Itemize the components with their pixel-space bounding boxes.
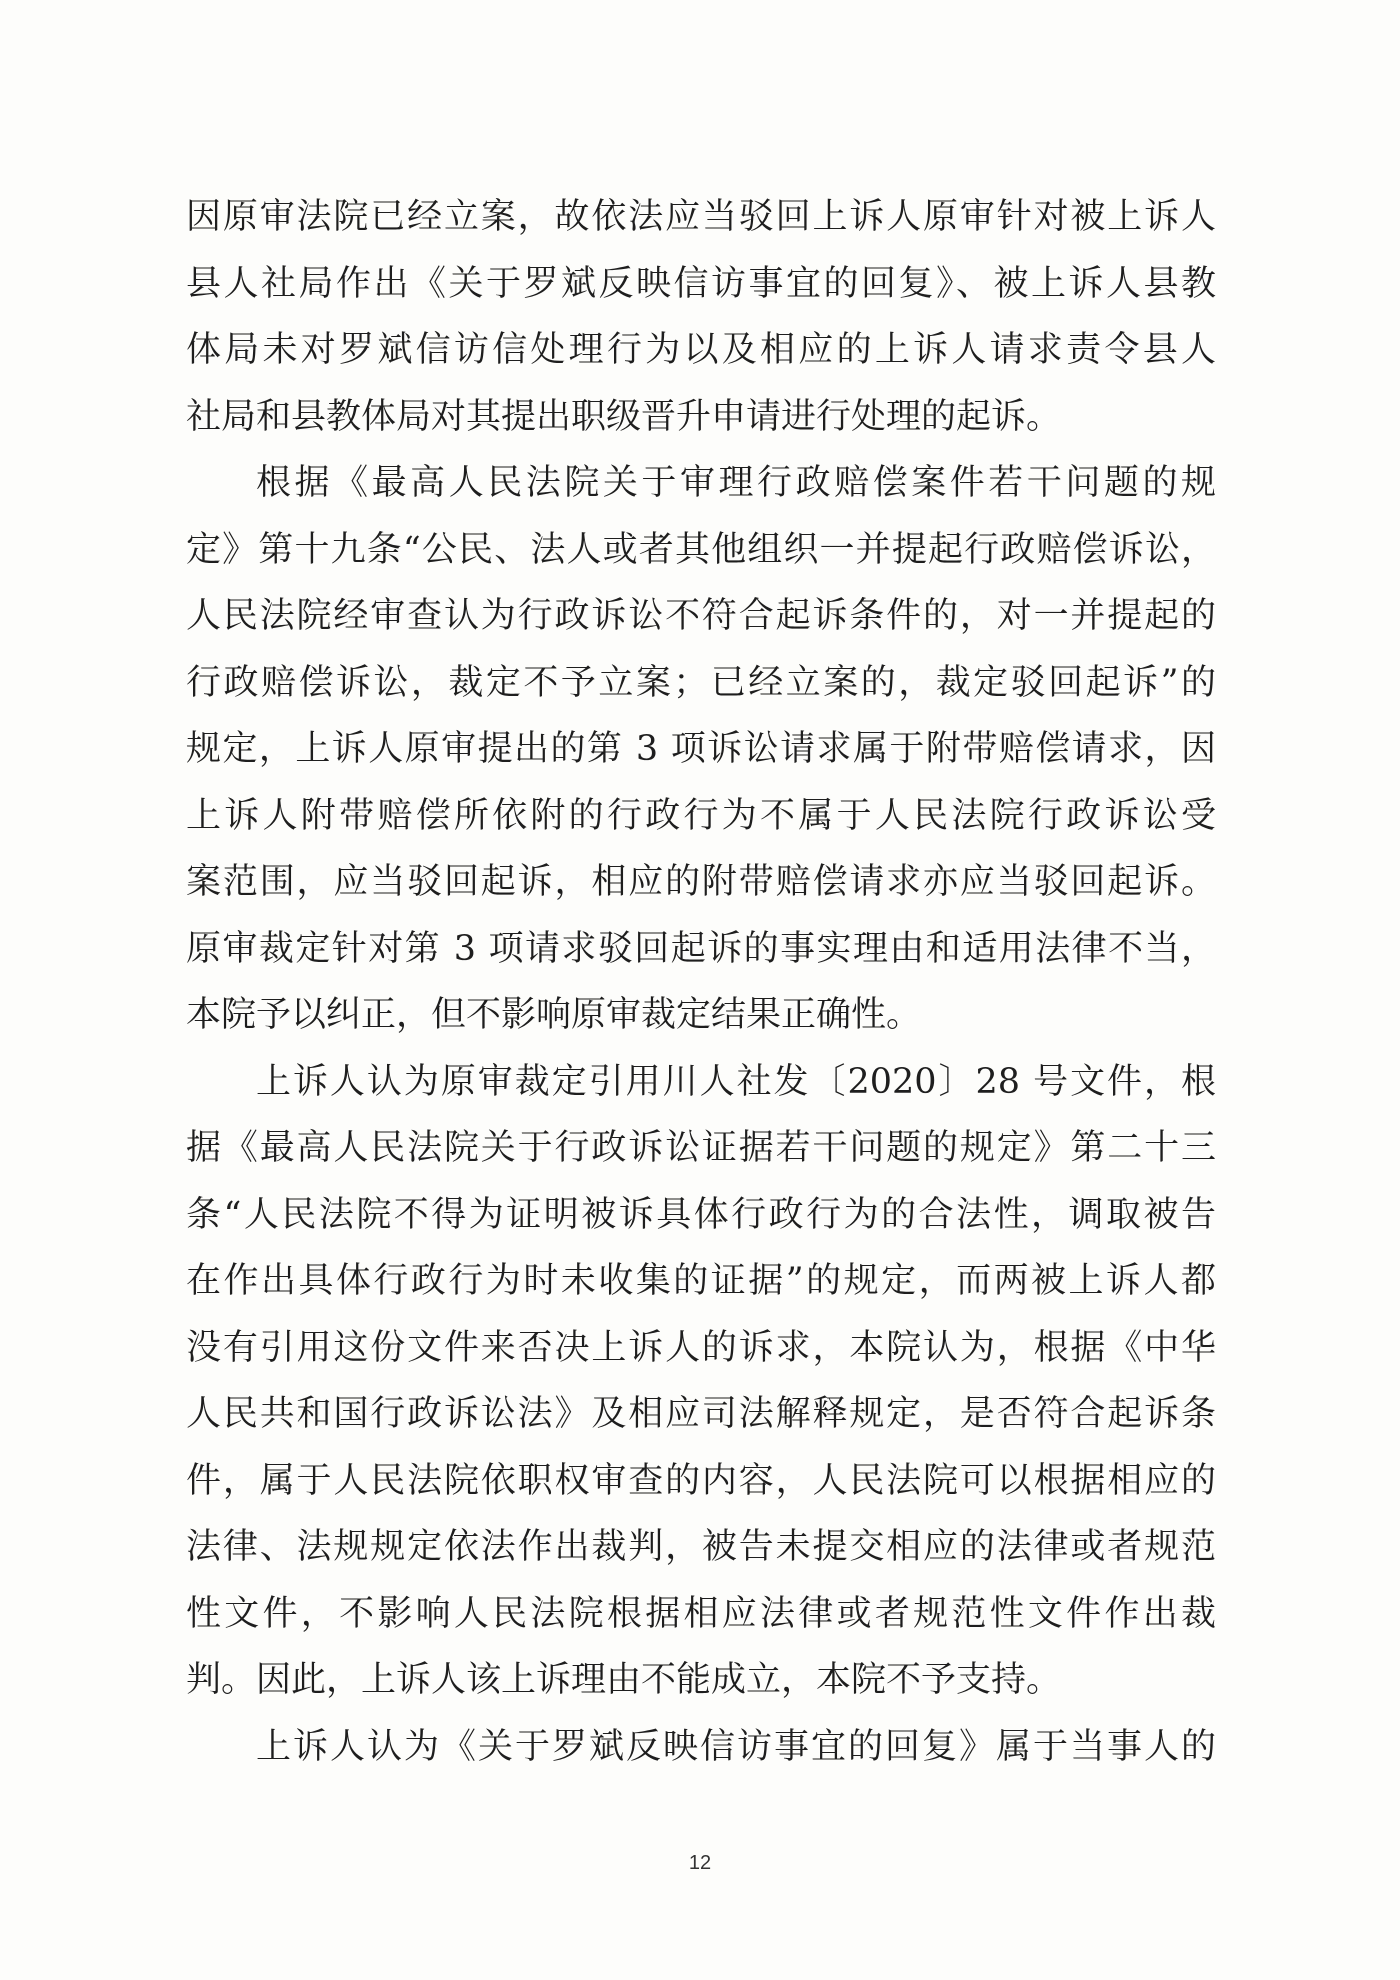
- text-line: 人民共和国行政诉讼法》及相应司法解释规定，是否符合起诉条: [186, 1394, 1216, 1434]
- text-line: 人民法院经审查认为行政诉讼不符合起诉条件的，对一并提起的: [186, 596, 1216, 636]
- text-line: 据《最高人民法院关于行政诉讼证据若干问题的规定》第二十三: [186, 1128, 1216, 1168]
- text-line: 规定，上诉人原审提出的第 3 项诉讼请求属于附带赔偿请求，因: [186, 729, 1216, 769]
- text-line: 因原审法院已经立案，故依法应当驳回上诉人原审针对被上诉人: [186, 197, 1216, 237]
- document-body: [186, 184, 1216, 1780]
- text-line: 体局未对罗斌信访信处理行为以及相应的上诉人请求责令县人: [186, 330, 1216, 370]
- text-line: 原审裁定针对第 3 项请求驳回起诉的事实理由和适用法律不当，: [186, 928, 1216, 969]
- text-line: 行政赔偿诉讼，裁定不予立案；已经立案的，裁定驳回起诉”的: [186, 662, 1216, 703]
- text-line: 件，属于人民法院依职权审查的内容，人民法院可以根据相应的: [186, 1460, 1216, 1501]
- text-line: 县人社局作出《关于罗斌反映信访事宜的回复》、被上诉人县教: [186, 263, 1216, 304]
- text-line: 性文件，不影响人民法院根据相应法律或者规范性文件作出裁: [186, 1593, 1216, 1634]
- text-line: 没有引用这份文件来否决上诉人的诉求，本院认为，根据《中华: [186, 1327, 1216, 1368]
- text-line: 上诉人认为原审裁定引用川人社发〔2020〕28 号文件，根: [256, 1061, 1216, 1102]
- text-line: 判。因此，上诉人该上诉理由不能成立，本院不予支持。: [186, 1660, 1062, 1700]
- text-line: 根据《最高人民法院关于审理行政赔偿案件若干问题的规: [256, 463, 1216, 503]
- text-line: 案范围，应当驳回起诉，相应的附带赔偿请求亦应当驳回起诉。: [186, 862, 1216, 902]
- text-line: 在作出具体行政行为时未收集的证据”的规定，而两被上诉人都: [186, 1261, 1216, 1301]
- text-line: 上诉人认为《关于罗斌反映信访事宜的回复》属于当事人的: [256, 1726, 1216, 1767]
- text-line: 社局和县教体局对其提出职级晋升申请进行处理的起诉。: [186, 396, 1062, 437]
- text-line: 定》第十九条“公民、法人或者其他组织一并提起行政赔偿诉讼，: [186, 529, 1216, 570]
- page-number: 12: [688, 1852, 712, 1874]
- text-line: 法律、法规规定依法作出裁判，被告未提交相应的法律或者规范: [186, 1527, 1216, 1567]
- text-line: 本院予以纠正，但不影响原审裁定结果正确性。: [186, 995, 922, 1035]
- text-line: 上诉人附带赔偿所依附的行政行为不属于人民法院行政诉讼受: [186, 795, 1216, 836]
- text-line: 条“人民法院不得为证明被诉具体行政行为的合法性，调取被告: [186, 1194, 1216, 1235]
